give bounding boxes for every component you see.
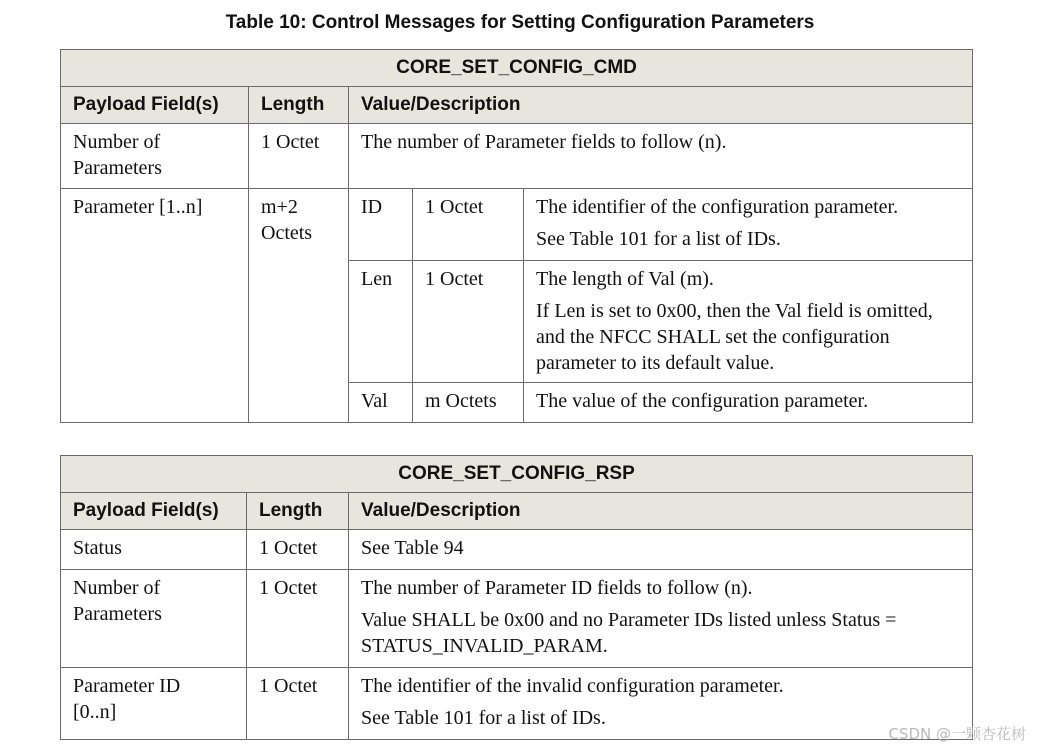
subfield-name-cell: Len bbox=[349, 261, 413, 383]
table-caption: Table 10: Control Messages for Setting Configuration Parameters bbox=[225, 12, 815, 33]
length-cell: 1 Octet bbox=[247, 570, 349, 668]
field-label: Number of bbox=[73, 577, 161, 599]
subfield-description-cell: The value of the configuration parameter. bbox=[524, 383, 973, 423]
header-row bbox=[61, 493, 973, 530]
subfield-description-cell bbox=[524, 261, 973, 383]
description-cell bbox=[349, 570, 973, 668]
subfield-name-cell: ID bbox=[349, 189, 413, 261]
field-label: Parameters bbox=[73, 603, 162, 625]
field-cell: Status bbox=[61, 530, 247, 570]
column-header: Value/Description bbox=[349, 493, 973, 530]
core-set-config-rsp-table bbox=[60, 455, 973, 740]
column-header: Payload Field(s) bbox=[61, 493, 247, 530]
table-row bbox=[61, 530, 973, 570]
table-title: CORE_SET_CONFIG_CMD bbox=[61, 50, 973, 87]
field-cell bbox=[61, 668, 247, 740]
subfield-description-cell bbox=[524, 189, 973, 261]
subfield-name-cell: Val bbox=[349, 383, 413, 423]
length-cell: 1 Octet bbox=[247, 668, 349, 740]
column-header: Length bbox=[247, 493, 349, 530]
description-text: Value SHALL be 0x00 and no Parameter IDs listed unless Status = STATUS_INVALID_PARAM. bbox=[361, 609, 897, 657]
description-text: The length of Val (m). bbox=[536, 268, 714, 290]
description-cell: See Table 94 bbox=[349, 530, 973, 570]
watermark: CSDN @一颗杏花树 bbox=[888, 725, 1026, 743]
description-text: See Table 101 for a list of IDs. bbox=[536, 228, 781, 250]
length-cell: 1 Octet bbox=[247, 530, 349, 570]
table-row bbox=[61, 668, 973, 740]
length-cell bbox=[249, 189, 349, 423]
field-label: Parameter ID bbox=[73, 675, 181, 697]
subfield-length-cell: 1 Octet bbox=[413, 261, 524, 383]
field-label: [0..n] bbox=[73, 701, 117, 723]
field-cell: Parameter [1..n] bbox=[61, 189, 249, 423]
field-cell bbox=[61, 570, 247, 668]
field-label: Number of bbox=[73, 131, 161, 153]
length-label: Octets bbox=[261, 222, 313, 244]
table-title: CORE_SET_CONFIG_RSP bbox=[61, 456, 973, 493]
table-row bbox=[61, 570, 973, 668]
subfield-length-cell: 1 Octet bbox=[413, 189, 524, 261]
table-row bbox=[61, 189, 973, 261]
core-set-config-cmd-table bbox=[60, 49, 973, 423]
description-cell bbox=[349, 668, 973, 740]
length-label: m+2 bbox=[261, 196, 298, 218]
description-text: If Len is set to 0x00, then the Val field is omitted, and the NFCC SHALL set the configuration parameter to its default value. bbox=[536, 300, 933, 374]
description-text: The identifier of the configuration parameter. bbox=[536, 196, 899, 218]
field-label: Parameters bbox=[73, 157, 162, 179]
field-cell bbox=[61, 124, 249, 189]
column-header: Length bbox=[249, 87, 349, 124]
description-text: The identifier of the invalid configuration parameter. bbox=[361, 675, 784, 697]
column-header: Value/Description bbox=[349, 87, 973, 124]
table-row bbox=[61, 124, 973, 189]
column-header: Payload Field(s) bbox=[61, 87, 249, 124]
header-row bbox=[61, 87, 973, 124]
length-cell: 1 Octet bbox=[249, 124, 349, 189]
description-text: The number of Parameter ID fields to follow (n). bbox=[361, 577, 753, 599]
description-text: See Table 101 for a list of IDs. bbox=[361, 707, 606, 729]
description-cell: The number of Parameter fields to follow (n). bbox=[349, 124, 973, 189]
subfield-length-cell: m Octets bbox=[413, 383, 524, 423]
